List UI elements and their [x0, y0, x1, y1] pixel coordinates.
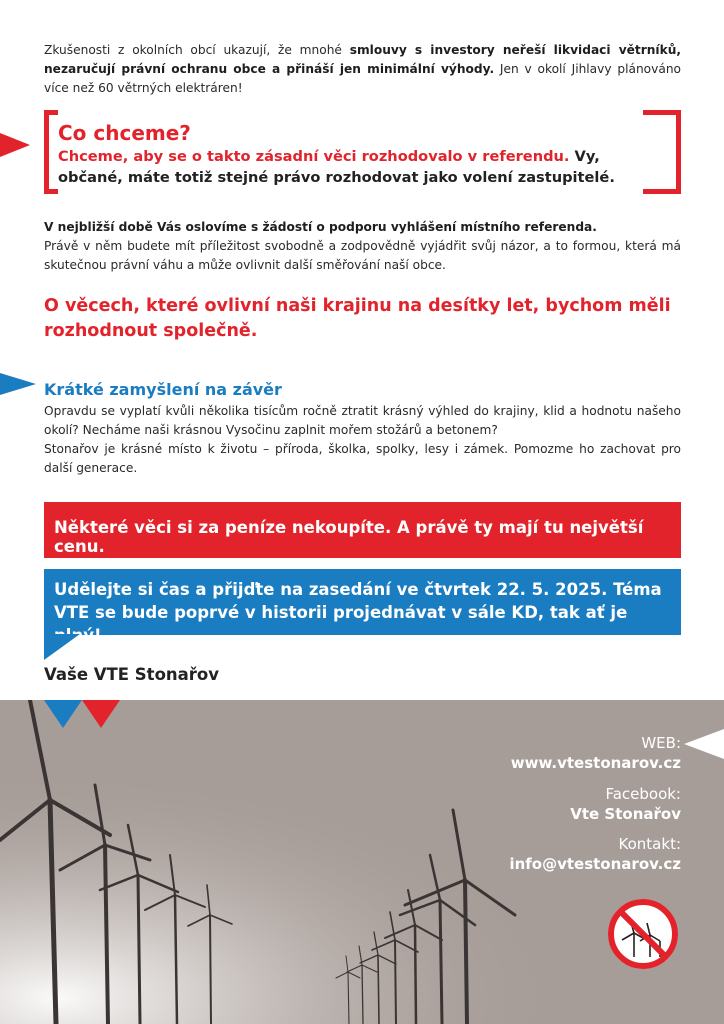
co-chceme-dark-text: Vy, občané, máte totiž stejné právo rozhodovat jako volení zastupitelé.: [58, 148, 615, 186]
red-banner: Některé věci si za peníze nekoupíte. A právě ty mají tu největší cenu.: [44, 502, 681, 558]
web-contact: [511, 734, 681, 773]
zamysleni-title: Krátké zamyšlení na závěr: [44, 380, 282, 399]
right-bracket-decoration: [643, 110, 681, 194]
referendum-text: Právě v něm budete mít příležitost svobodně a zodpovědně vyjádřit svůj názor, a to formou, která má skutečnou právní váhu a může ovlivnit další směřování naší obce.: [44, 239, 681, 272]
intro-bold: smlouvy s investory neřeší likvidaci větrníků, nezaručují právní ochranu obce a přináší jen minimální výhody.: [44, 43, 682, 76]
zamysleni-text-2: Stonařov je krásné místo k životu – příroda, školka, spolky, lesy i zámek. Pomozme ho zachovat pro další generace.: [44, 442, 681, 475]
web-label: WEB:: [641, 734, 681, 752]
facebook-label: Facebook:: [605, 785, 681, 803]
intro-paragraph: [44, 41, 681, 98]
signature: Vaše VTE Stonařov: [44, 665, 220, 684]
intro-text-1: Zkušenosti z okolních obcí ukazují, že mnohé: [44, 43, 350, 57]
web-link[interactable]: www.vtestonarov.cz: [510, 754, 681, 772]
referendum-bold: V nejbližší době Vás oslovíme s žádostí o podporu vyhlášení místního referenda.: [44, 220, 597, 234]
referendum-paragraph: [44, 218, 681, 275]
facebook-link[interactable]: Vte Stonařov: [570, 805, 681, 823]
blue-triangle-decoration: [44, 700, 82, 728]
zamysleni-text-1: Opravdu se vyplatí kvůli několika tisícům ročně ztratit krásný výhled do krajiny, klid a hodnotu našeho okolí? Necháme naši krásnou Vysočinu zaplnit mořem stožárů a betonem?: [44, 404, 681, 437]
red-wedge-decoration: [0, 133, 30, 157]
email-link[interactable]: info@vtestonarov.cz: [509, 855, 681, 873]
speech-tail-decoration: [44, 634, 80, 660]
left-bracket-decoration: [44, 110, 58, 194]
white-pointer-decoration: [684, 729, 724, 759]
blue-wedge-decoration: [0, 373, 36, 395]
intro-text-2: Jen v okolí Jihlavy plánováno více než 60 větrných elektráren!: [44, 62, 682, 95]
no-wind-turbine-icon: [606, 897, 680, 971]
co-chceme-red-text: Chceme, aby se o takto zásadní věci rozhodovalo v referendu.: [58, 148, 570, 165]
footer: [0, 700, 724, 1024]
contact-label: Kontakt:: [618, 835, 681, 853]
zamysleni-paragraph: [44, 402, 681, 478]
co-chceme-text: [58, 146, 643, 188]
red-statement: O věcech, které ovlivní naši krajinu na desítky let, bychom měli rozhodnout společně.: [44, 296, 671, 341]
facebook-contact: [570, 785, 681, 824]
blue-banner: Udělejte si čas a přijďte na zasedání ve čtvrtek 22. 5. 2025. Téma VTE se bude poprvé v historii projednávat v sále KD, tak ať je plný!: [44, 569, 681, 635]
red-triangle-decoration: [82, 700, 120, 728]
email-contact: [509, 835, 681, 874]
co-chceme-title: Co chceme?: [58, 121, 191, 145]
